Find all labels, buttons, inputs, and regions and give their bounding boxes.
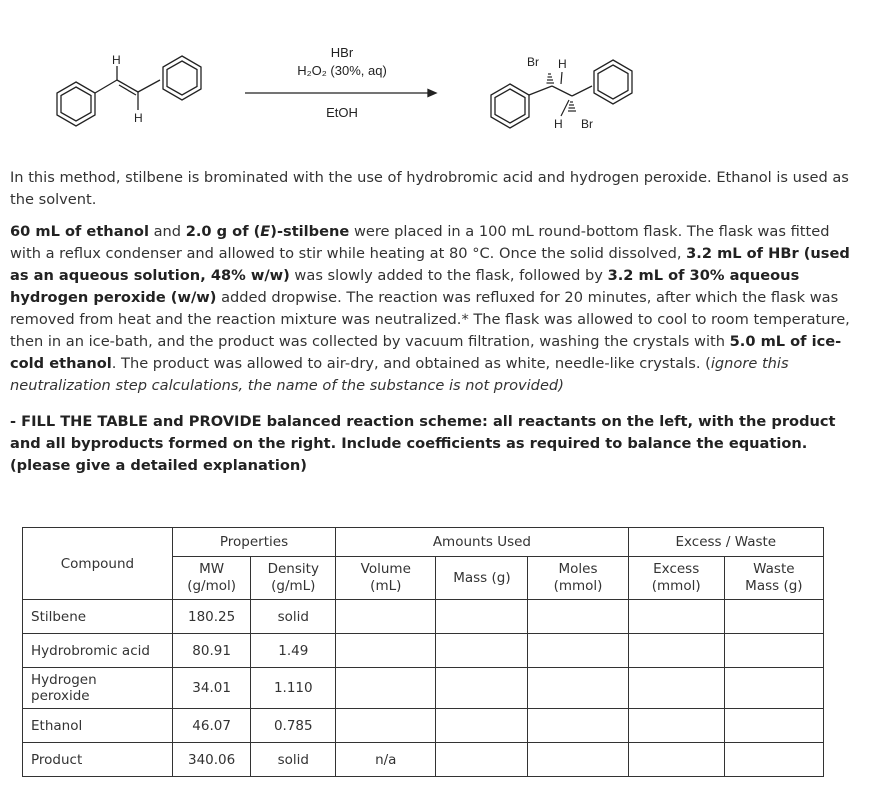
col-header-waste-unit: Mass (g): [745, 578, 803, 594]
cell-mass: [436, 634, 528, 668]
cell-volume: [336, 600, 436, 634]
cell-mw: 80.91: [172, 634, 251, 668]
cell-mass: [436, 743, 528, 777]
table-row: [23, 709, 824, 743]
atom-h-bottom: H: [134, 111, 143, 125]
atom-h-bottom-product: H: [554, 117, 563, 131]
cell-density: 0.785: [251, 709, 336, 743]
col-header-moles-unit: (mmol): [553, 578, 603, 594]
cell-excess: [628, 668, 724, 709]
col-header-density: [251, 557, 336, 600]
col-header-moles: [528, 557, 628, 600]
col-header-mw: [172, 557, 251, 600]
cell-waste: [724, 634, 823, 668]
col-header-density-label: Density: [267, 561, 319, 577]
col-header-compound: Compound: [23, 528, 173, 600]
cell-waste: [724, 668, 823, 709]
proc-h2o2-amount: 3.2 mL of 30% aqueous hydrogen peroxide (w/w): [10, 267, 800, 306]
table-row: [23, 743, 824, 777]
cell-excess: [628, 709, 724, 743]
cell-mass: [436, 709, 528, 743]
col-header-excess-label: Excess: [653, 561, 700, 577]
proc-text: . The product was allowed to air-dry, and obtained as white, needle-like crystals. (: [111, 355, 711, 372]
cell-moles: [528, 743, 628, 777]
col-header-volume-label: Volume: [360, 561, 411, 577]
proc-wash-amount: 5.0 mL of ice-cold ethanol: [10, 333, 842, 372]
proc-ethanol-amount: 60 mL of ethanol: [10, 223, 149, 240]
group-header-excess: Excess / Waste: [628, 528, 823, 557]
proc-text: were placed in a 100 mL round-bottom flask. The flask was fitted with a reflux condenser and allowed to stir while heating at 80 °C. Once the solid dissolved,: [10, 223, 830, 262]
proc-stilbene-amount: [186, 223, 350, 240]
cell-volume: [336, 709, 436, 743]
table-row: [23, 600, 824, 634]
cell-excess: [628, 743, 724, 777]
cell-density: 1.110: [251, 668, 336, 709]
proc-stilbene-amount-b: )-stilbene: [270, 223, 350, 240]
cell-mw: 340.06: [172, 743, 251, 777]
cell-density: solid: [251, 743, 336, 777]
cell-compound: Product: [23, 743, 173, 777]
cell-density: 1.49: [251, 634, 336, 668]
benzene-ring-left: [57, 82, 95, 126]
cell-mass: [436, 600, 528, 634]
cell-compound: Ethanol: [23, 709, 173, 743]
atom-h-top-product: H: [558, 57, 567, 71]
col-header-excess-unit: (mmol): [651, 578, 701, 594]
cell-moles: [528, 668, 628, 709]
atom-br-top: Br: [527, 55, 539, 69]
atom-h-top: H: [112, 53, 121, 67]
col-header-mw-unit: (g/mol): [187, 578, 237, 594]
col-header-excess: [628, 557, 724, 600]
proc-hbr-amount: 3.2 mL of HBr (used as an aqueous solution, 48% w/w): [10, 245, 850, 284]
proc-text: and: [148, 223, 186, 240]
cell-compound: Hydrogen peroxide: [23, 668, 173, 709]
proc-note: ignore this neutralization step calculations, the name of the substance is not provided): [10, 355, 789, 394]
proc-stilbene-e: E: [260, 223, 271, 240]
cell-moles: [528, 634, 628, 668]
group-header-amounts: Amounts Used: [336, 528, 628, 557]
group-header-properties: Properties: [172, 528, 335, 557]
col-header-moles-label: Moles: [558, 561, 598, 577]
reagent-h2o2: H₂O₂ (30%, aq): [297, 63, 387, 78]
col-header-waste-label: Waste: [753, 561, 795, 577]
cell-volume: [336, 668, 436, 709]
cell-mw: 34.01: [172, 668, 251, 709]
table-row: [23, 634, 824, 668]
cell-compound: Hydrobromic acid: [23, 634, 173, 668]
cell-moles: [528, 600, 628, 634]
data-table: [22, 527, 824, 777]
cell-volume: [336, 634, 436, 668]
cell-waste: [724, 600, 823, 634]
proc-text: was slowly added to the flask, followed by: [289, 267, 608, 284]
procedure-paragraph: [10, 221, 855, 397]
reagent-hbr: HBr: [330, 45, 354, 60]
reaction-scheme: [0, 0, 879, 150]
cell-compound: Stilbene: [23, 600, 173, 634]
proc-text: added dropwise. The reaction was refluxed for 20 minutes, after which the flask was removed from heat and the reaction mixture was neutralized.* The flask was allowed to cool to room temperature, then in an ice-bath, and the product was collected by vacuum filtration, washing the crystals with: [10, 289, 850, 350]
atom-br-bottom: Br: [581, 117, 593, 131]
benzene-ring-right: [163, 56, 201, 100]
table-row: [23, 668, 824, 709]
task-instructions: - FILL THE TABLE and PROVIDE balanced reaction scheme: all reactants on the left, with the product and all byproducts formed on the right. Include coefficients as required to balance the equation. (please give a detailed explanation): [10, 413, 836, 474]
col-header-volume-unit: (mL): [370, 578, 402, 594]
table-group-header-row: [23, 528, 824, 557]
reagent-solvent: EtOH: [326, 105, 358, 120]
proc-stilbene-amount-a: 2.0 g of (: [185, 223, 261, 240]
col-header-volume: [336, 557, 436, 600]
cell-mass: [436, 668, 528, 709]
cell-waste: [724, 709, 823, 743]
col-header-density-unit: (g/mL): [271, 578, 316, 594]
col-header-mw-label: MW: [199, 561, 225, 577]
cell-excess: [628, 634, 724, 668]
cell-moles: [528, 709, 628, 743]
cell-mw: 180.25: [172, 600, 251, 634]
cell-volume: n/a: [336, 743, 436, 777]
cell-waste: [724, 743, 823, 777]
intro-paragraph: In this method, stilbene is brominated with the use of hydrobromic acid and hydrogen peroxide. Ethanol is used as the solvent.: [10, 169, 849, 208]
col-header-mass: Mass (g): [436, 557, 528, 600]
col-header-waste: [724, 557, 823, 600]
cell-excess: [628, 600, 724, 634]
cell-mw: 46.07: [172, 709, 251, 743]
cell-density: solid: [251, 600, 336, 634]
